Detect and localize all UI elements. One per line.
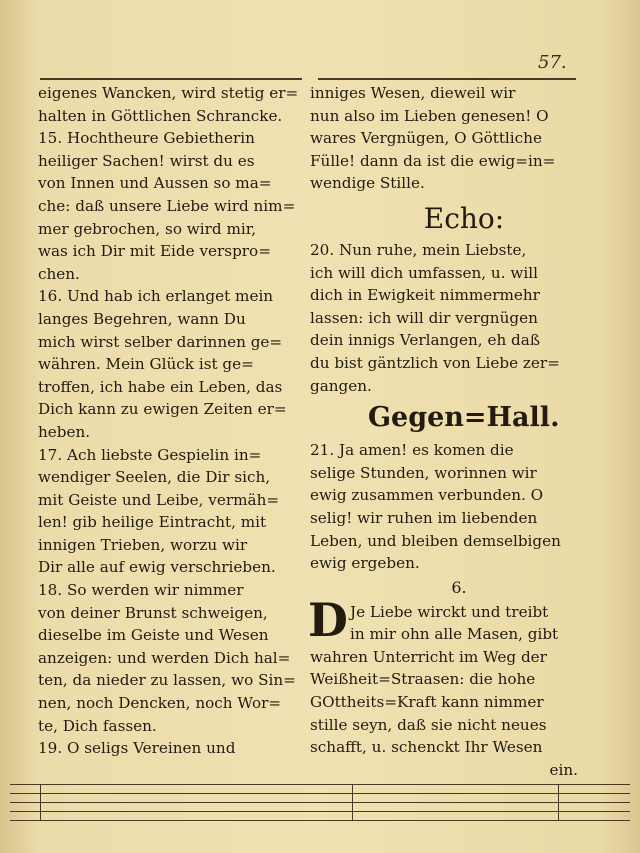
verse-continuation [310,82,578,195]
text-line: wendiger Seelen, die Dir sich, [38,468,271,487]
text-line: schafft, u. schenckt Ihr Wesen [310,738,543,757]
text-line: dich in Ewigkeit nimmermehr [310,286,540,305]
text-line: ein. [549,760,578,779]
text-line: Dich kann zu ewigen Zeiten er= [38,400,287,419]
text-line: wares Vergnügen, O Göttliche [310,129,542,148]
text-line: nen, noch Dencken, noch Wor= [38,694,282,713]
text-line: heben. [38,422,91,441]
text-line: von deiner Brunst schweigen, [38,603,268,622]
staff-line [10,820,630,821]
bar-line [40,784,41,821]
text-line: troffen, ich habe ein Leben, das [38,377,283,396]
text-line: gangen. [310,376,372,395]
text-line: Weißheit=Straasen: die hohe [310,670,536,689]
hymn-number: 6. [451,577,467,597]
echo-verse [310,239,578,397]
text-line: langes Begehren, wann Du [38,309,246,328]
left-column [38,82,308,760]
text-line: inniges Wesen, dieweil wir [310,84,516,102]
text-line: 16. Und hab ich erlanget mein [38,287,274,306]
text-line: mit Geiste und Leibe, vermäh= [38,490,280,509]
bar-line [352,784,353,821]
text-line: 17. Ach liebste Gespielin in= [38,445,262,464]
text-line: Fülle! dann da ist die ewig=in= [310,151,556,170]
text-line: dein innigs Verlangen, eh daß [310,331,540,350]
text-line: halten in Göttlichen Schrancke. [38,106,283,125]
text-line: du bist gäntzlich von Liebe zer= [310,353,560,372]
text-line-content: Je Liebe wirckt und treibt [350,602,549,621]
gegen-hall-heading: Gegen=Hall. [368,402,560,434]
staff-line [10,802,630,803]
text-line: innigen Trieben, worzu wir [38,535,248,554]
text-line: lassen: ich will dir vergnügen [310,308,538,327]
staff-line [10,811,630,812]
text-line: ewig ergeben. [310,554,420,573]
gegen-hall-verse [310,439,578,575]
text-line: 21. Ja amen! es komen die [310,441,514,460]
text-line: nun also im Lieben genesen! O [310,106,549,125]
text-line: wahren Unterricht im Weg der [310,647,547,666]
text-line: stille seyn, daß sie nicht neues [310,715,547,734]
text-line: dieselbe im Geiste und Wesen [38,626,269,645]
right-column [310,82,578,781]
text-line: GOttheits=Kraft kann nimmer [310,693,544,712]
drop-cap: D [308,592,348,647]
text-line: ten, da nieder zu lassen, wo Sin= [38,671,296,690]
header-rule-right [318,78,576,80]
staff-line [10,784,630,785]
text-line: selige Stunden, worinnen wir [310,463,537,482]
text-line: len! gib heilige Eintracht, mit [38,513,267,532]
text-line: selig! wir ruhen im liebenden [310,508,538,527]
text-line: mer gebrochen, so wird mir, [38,219,257,238]
echo-heading: Echo: [423,201,505,235]
text-line: che: daß unsere Liebe wird nim= [38,196,296,215]
text-line: anzeigen: und werden Dich hal= [38,648,291,667]
text-line: wendige Stille. [310,174,425,193]
text-line: in mir ohn alle Masen, gibt [350,625,559,644]
text-line: was ich Dir mit Eide verspro= [38,242,271,261]
text-line: von Innen und Aussen so ma= [38,174,272,193]
header-rule-left [40,78,302,80]
text-line: Dir alle auf ewig verschrieben. [38,558,276,577]
text-line: mich wirst selber darinnen ge= [38,332,283,351]
text-line: eigenes Wancken, wird stetig er= [38,84,299,102]
bar-line [558,784,559,821]
text-line: 19. O seligs Vereinen und [38,739,236,758]
text-line: heiliger Sachen! wirst du es [38,151,255,170]
text-line: te, Dich fassen. [38,716,157,735]
hymn-verse [308,592,578,782]
text-line: 15. Hochtheure Gebietherin [38,129,255,148]
text-line: 20. Nun ruhe, mein Liebste, [310,240,527,259]
text-line: währen. Mein Glück ist ge= [38,355,254,374]
music-staff [0,784,640,824]
text-line: 18. So werden wir nimmer [38,581,244,600]
staff-line [10,793,630,794]
text-line: Leben, und bleiben demselbigen [310,531,561,550]
text-line: ewig zusammen verbunden. O [310,486,544,505]
text-line: ich will dich umfassen, u. will [310,263,538,282]
page-number: 57. [538,52,567,73]
text-line: chen. [38,264,80,283]
